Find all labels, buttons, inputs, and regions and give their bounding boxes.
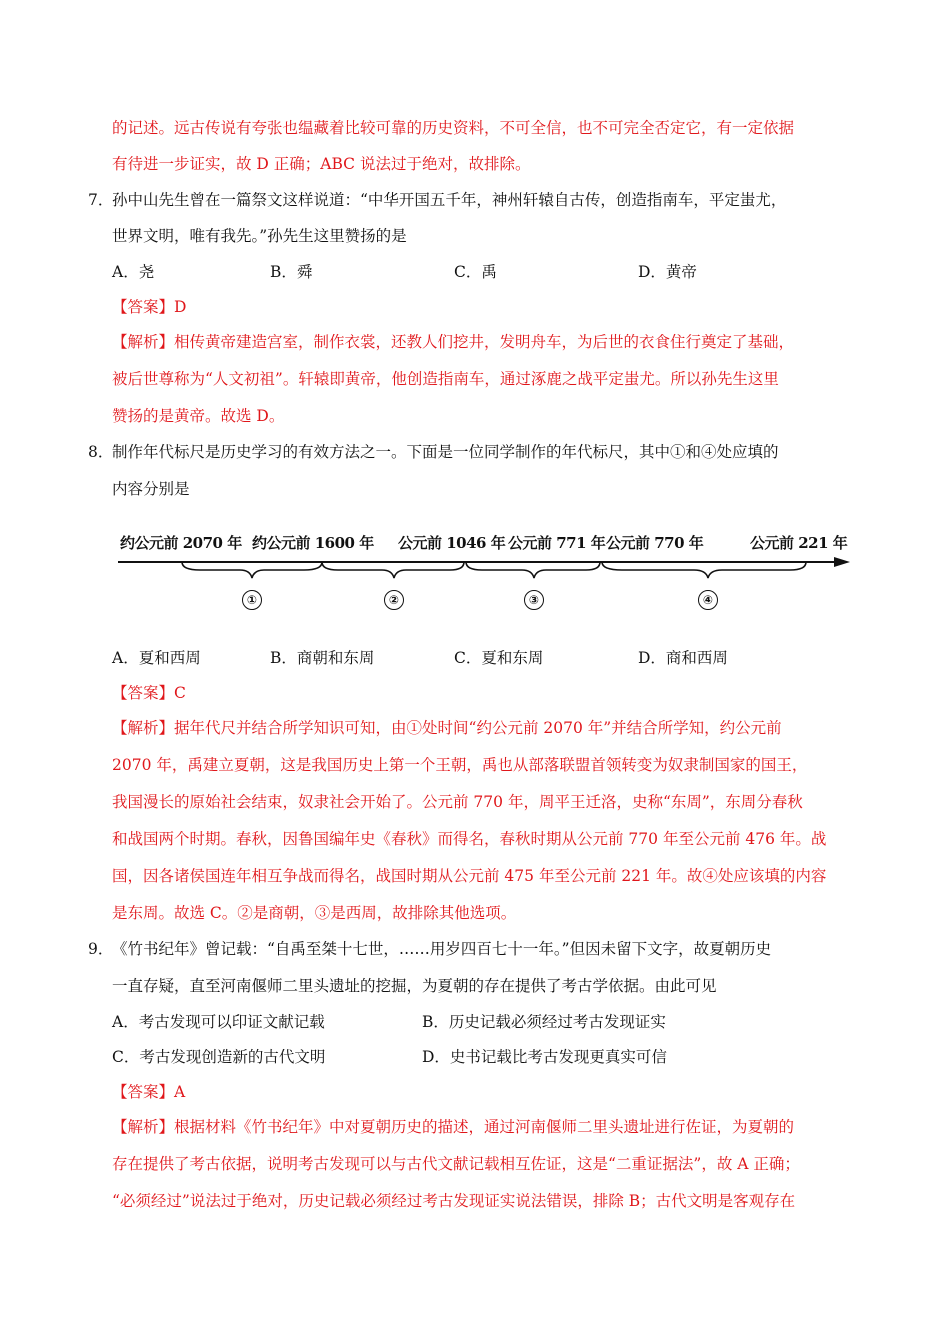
q8-stem-line1: 制作年代标尺是历史学习的有效方法之一。下面是一位同学制作的年代标尺，其中①和④处应填的: [112, 443, 779, 461]
q8-option-a: A．夏和西周: [112, 649, 201, 667]
q9-option-d: D．史书记载比考古发现更真实可信: [422, 1048, 667, 1066]
timeline-label-770bc: 公元前 770 年: [606, 534, 704, 552]
q6-analysis-line2: 有待进一步证实，故 D 正确；ABC 说法过于绝对，故排除。: [112, 155, 531, 173]
q7-analysis-line1: [112, 330, 794, 354]
timeline-label-1600bc: 约公元前 1600 年: [252, 534, 374, 552]
q8-stem-line2: 内容分别是: [112, 480, 190, 498]
q7-analysis-tag: 【解析】: [112, 333, 175, 351]
marker-4: ④: [698, 590, 718, 610]
q9-analysis-line2: 存在提供了考古依据，说明考古发现可以与古代文献记载相互佐证，这是“二重证据法”，故 A 正确；: [112, 1155, 800, 1173]
timeline-label-221bc: 公元前 221 年: [750, 534, 848, 552]
q9-stem-line2: 一直存疑，直至河南偃师二里头遗址的挖掘，为夏朝的存在提供了考古学依据。由此可见: [112, 977, 717, 995]
q8-analysis-tag: 【解析】: [112, 719, 175, 737]
q7-option-c: C．禹: [454, 263, 497, 281]
timeline-arrowhead: [834, 557, 850, 567]
q9-stem-line1: 《竹书纪年》曾记载：“自禹至桀十七世，……用岁四百七十一年。”但因未留下文字，故夏朝历史: [112, 940, 772, 958]
q9-number: 9．: [88, 940, 114, 958]
q8-option-c: C．夏和东周: [454, 649, 544, 667]
q7-answer: 【答案】D: [112, 298, 187, 316]
q8-analysis-line1: [112, 716, 782, 740]
q8-option-d: D．商和西周: [638, 649, 728, 667]
q8-number: 8．: [88, 443, 114, 461]
q7-option-a: A．尧: [112, 263, 155, 281]
timeline-label-771bc: 公元前 771 年: [508, 534, 606, 552]
timeline-label-1046bc: 公元前 1046 年: [398, 534, 506, 552]
q8-analysis-line6: 是东周。故选 C。②是商朝，③是西周，故排除其他选项。: [112, 904, 517, 922]
q7-stem-line2: 世界文明，唯有我先。”孙先生这里赞扬的是: [112, 227, 407, 245]
q8-analysis-text1: 据年代尺并结合所学知识可知，由①处时间“约公元前 2070 年”并结合所学知，约公元前: [174, 719, 782, 737]
q8-analysis-line3: 我国漫长的原始社会结束，奴隶社会开始了。公元前 770 年，周平王迁洛，史称“东周”，东周分春秋: [112, 793, 803, 811]
marker-3: ③: [524, 590, 544, 610]
q9-analysis-tag: 【解析】: [112, 1118, 175, 1136]
q7-analysis-text1: 相传黄帝建造宫室，制作衣裳，还教人们挖井，发明舟车，为后世的衣食住行奠定了基础，: [174, 333, 795, 351]
timeline-label-2070bc: 约公元前 2070 年: [120, 534, 242, 552]
marker-1: ①: [242, 590, 262, 610]
q7-option-b: B．舜: [270, 263, 313, 281]
q7-analysis-line3: 赞扬的是黄帝。故选 D。: [112, 407, 285, 425]
q7-analysis-line2: 被后世尊称为“人文初祖”。轩辕即黄帝，他创造指南车，通过涿鹿之战平定蚩尤。所以孙先生这里: [112, 370, 779, 388]
q6-analysis-line1: 的记述。远古传说有夸张也缊藏着比较可靠的历史资料，不可全信，也不可完全否定它，有一定依据: [112, 119, 795, 137]
q9-analysis-text1: 根据材料《竹书纪年》中对夏朝历史的描述，通过河南偃师二里头遗址进行佐证，为夏朝的: [174, 1118, 795, 1136]
q9-option-b: B．历史记载必须经过考古发现证实: [422, 1013, 666, 1031]
q8-analysis-line5: 国，因各诸侯国连年相互争战而得名，战国时期从公元前 475 年至公元前 221 年。故④处应该填的内容: [112, 867, 827, 885]
q9-answer: 【答案】A: [112, 1083, 186, 1101]
year-timeline-ruler: [110, 520, 850, 620]
bracket-4: [602, 562, 806, 578]
bracket-1: [182, 562, 322, 578]
q8-analysis-line4: 和战国两个时期。春秋，因鲁国编年史《春秋》而得名，春秋时期从公元前 770 年至公元前 476 年。战: [112, 830, 827, 848]
bracket-2: [322, 562, 464, 578]
q7-stem-line1: 孙中山先生曾在一篇祭文这样说道：“中华开国五千年，神州轩辕自古传，创造指南车，平定蚩尤，: [112, 191, 787, 209]
q9-analysis-line1: [112, 1115, 794, 1139]
q9-option-c: C．考古发现创造新的古代文明: [112, 1048, 326, 1066]
q9-option-a: A．考古发现可以印证文献记载: [112, 1013, 325, 1031]
q7-number: 7．: [88, 191, 114, 209]
q7-option-d: D．黄帝: [638, 263, 697, 281]
q8-analysis-line2: 2070 年，禹建立夏朝，这是我国历史上第一个王朝，禹也从部落联盟首领转变为奴隶制国家的国王，: [112, 756, 808, 774]
q9-analysis-line3: “必须经过”说法过于绝对，历史记载必须经过考古发现证实说法错误，排除 B；古代文明是客观存在: [112, 1192, 796, 1210]
q8-option-b: B．商朝和东周: [270, 649, 375, 667]
bracket-3: [466, 562, 600, 578]
q8-answer: 【答案】C: [112, 684, 186, 702]
marker-2: ②: [384, 590, 404, 610]
